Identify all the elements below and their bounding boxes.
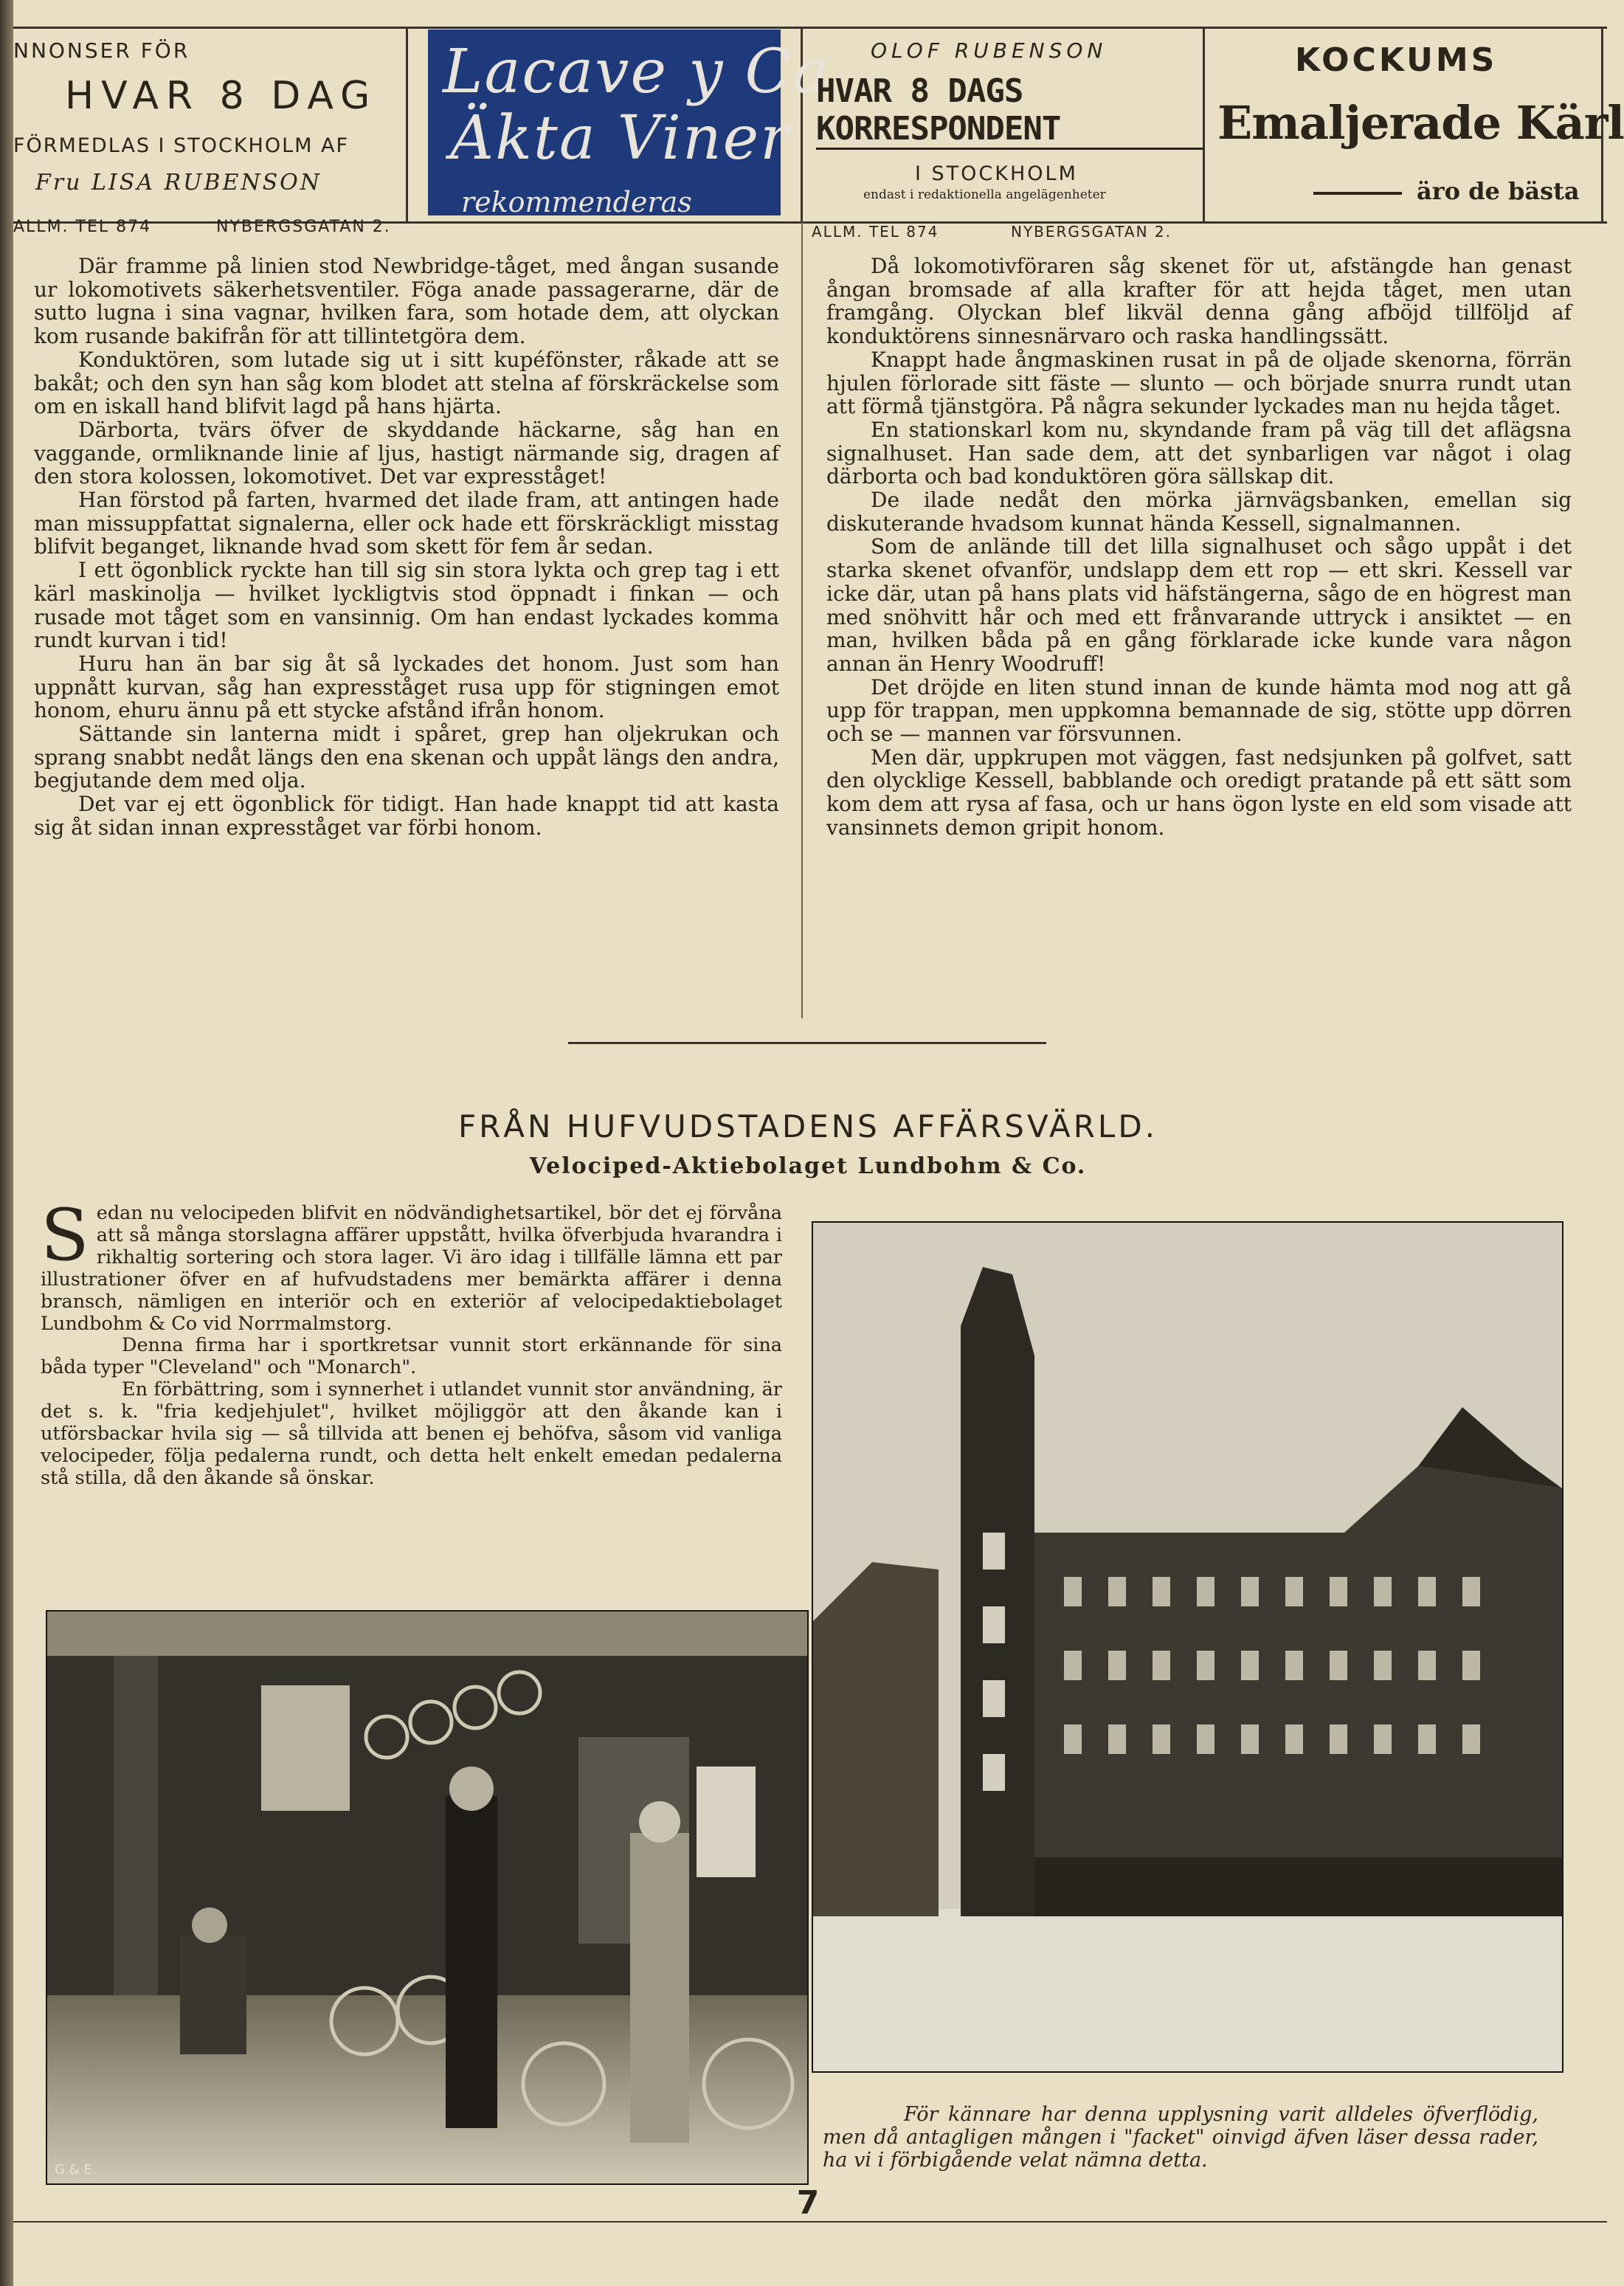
ad-lacave-brand: Lacave y Ca: [443, 37, 831, 107]
ad-kockums-tagline: äro de bästa: [1417, 177, 1580, 205]
article-body: [41, 1194, 782, 1490]
story-paragraph: Då lokomotivföraren såg skenet för ut, afstängde han genast ångan bromsade af alla krafter för att hejda tåget, men utan framgång. Olyckan blef likväl denna gång afböjd tillföljd af konduktörens sinnesnärvaro och raska handlingssätt.: [826, 254, 1572, 349]
article-title: FRÅN HUFVUDSTADENS AFFÄRSVÄRLD.: [457, 1108, 1158, 1144]
story-paragraph: Där framme på linien stod Newbridge-tåget, med ångan susande ur lokomotivets säkerhetsventiler. Föga anade passagerarne, där de sutto lugna i sina vagnar, hvilken fara, som hotade dem, att olyckan kom rusande bakifrån för att tillintetgöra dem.: [34, 254, 779, 349]
ad-kockums: [1217, 30, 1624, 221]
ad-korrespondent-address: NYBERGSGATAN 2.: [1011, 223, 1172, 241]
story-paragraph: Det dröjde en liten stund innan de kunde hämta mod nog att gå upp för trappan, men uppkomna bemannade de sig, stötte upp dörren och se — mannen var försvunnen.: [826, 674, 1572, 747]
photo-caption-text: För kännare har denna upplysning varit alldeles öfverflödig, men då antagligen mången i "facket" oinvigd äfven läser dessa rader, ha vi i förbigående velat nämna detta.: [823, 2103, 1538, 2172]
ad-lacave-tagline: rekommenderas: [461, 186, 692, 218]
story-paragraph: Sättande sin lanterna midt i spåret, grep han oljekrukan och sprang snabbt nedåt längs den ena skenan och uppåt längs den andra, begjutande dem med olja.: [34, 722, 779, 793]
photo-shop-interior-image: [47, 1612, 807, 2183]
section-separator: [568, 1042, 1046, 1044]
story-paragraph: Därborta, tvärs öfver de skyddande häckarne, såg han en vaggande, ormliknande linie af ljus, hastigt närmande sig, dragen af den stora kolossen, lokomotivet. Det var expresståget!: [34, 417, 779, 489]
photo-caption: [823, 2103, 1538, 2172]
ad-lacave-product: Äkta Viner: [450, 103, 791, 173]
ad-annonser-headline: HVAR 8 DAG: [65, 74, 378, 118]
ad-annonser-line3: FÖRMEDLAS I STOCKHOLM AF: [13, 134, 350, 157]
story-paragraph: De ilade nedåt den mörka järnvägsbanken, emellan sig diskuterande hvadsom kunnat hända Kessell, signalmannen.: [826, 488, 1572, 536]
ad-annonser: [13, 30, 404, 236]
article-paragraph-text: edan nu velocipeden blifvit en nödvändighetsartikel, bör det ej förvåna att så många storslagna affärer uppstått, hvilka öfverbjuda hvarandra i rikhaltig sortering och stora lager. Vi äro idag i tillfälle lämna ett par illustrationer öfver en af hufvudstadens mer bemärkta affärer i denna bransch, nämligen en interiör och en exteriör af velocipedaktiebolaget Lundbohm & Co vid Norrmalmstorg.: [41, 1202, 782, 1335]
ad-kockums-product: Emaljerade Kärl: [1217, 96, 1624, 150]
ad-annonser-line1: NNONSER FÖR: [13, 38, 190, 63]
ad-korrespondent: [812, 30, 1203, 241]
ad-annonser-address: NYBERGSGATAN 2.: [216, 218, 391, 236]
story-column-right: [826, 255, 1572, 840]
story-paragraph: Konduktören, som lutade sig ut i sitt kupéfönster, råkade att se bakåt; och den syn han såg kom blodet att stelna af förskräckelse som om en iskall hand blifvit lagd på hans hjärta.: [34, 347, 779, 419]
article-subtitle: Velociped-Aktiebolaget Lundbohm & Co.: [529, 1153, 1087, 1179]
story-paragraph: Som de anlände till det lilla signalhuset och sågo uppåt i det starka skenet ofvanför, undslapp dem ett rop — ett skri. Kessell var icke där, utan på hans plats vid häfstängerna, sågo de en högrest man med snöhvitt hår och med ett frånvarande uttryck i ansiktet — en man, hvilken båda på en gång förklarade icke kunde vara någon annan än Henry Woodruff!: [826, 534, 1572, 676]
story-paragraph: Det var ej ett ögonblick för tidigt. Han hade knappt tid att kasta sig åt sidan innan expresståget var förbi honom.: [34, 792, 779, 840]
ad-korrespondent-headline: HVAR 8 DAGS KORRESPONDENT: [816, 72, 1203, 150]
story-paragraph: En stationskarl kom nu, skyndande fram på väg till det aflägsna signalhuset. Han sade dem, att det synbarligen var något i olag därborta och bad konduktören göra sällskap dit.: [826, 417, 1572, 489]
story-paragraph: Huru han än bar sig åt så lyckades det honom. Just som han uppnått kurvan, såg han expresståget rusa upp för stigningen emot honom, ehuru ännu på ett stycke afstånd ifrån honom.: [34, 651, 779, 723]
page-number: 7: [796, 2184, 820, 2222]
ad-kockums-brand: KOCKUMS: [1295, 41, 1498, 79]
ad-annonser-phone: ALLM. TEL 874: [13, 218, 152, 236]
drop-cap: S: [41, 1194, 89, 1277]
article-paragraph: Denna firma har i sportkretsar vunnit stort erkännande för sina båda typer "Cleveland" och "Monarch".: [41, 1334, 782, 1379]
ad-lacave-viner: [428, 30, 831, 218]
story-paragraph: I ett ögonblick ryckte han till sig sin stora lykta och grep tag i ett kärl maskinolja — hvilket lyckligtvis stod öppnadt i finkan — och rusade mot tåget som en vansinnig. Om han endast lyckades komma rundt kurvan i tid!: [34, 558, 779, 653]
photo-building-exterior: [812, 1221, 1563, 2073]
header-top-rule: [13, 27, 1607, 29]
photo-credit: G & E.: [55, 2162, 97, 2178]
story-paragraph: Knappt hade ångmaskinen rusat in på de oljade skenorna, förrän hjulen förlorade sitt fäste — slunto — och började snurra rundt utan att förmå tjänstgöra. På några sekunder lyckades man nu hejda tåget.: [826, 347, 1572, 419]
header-divider-3: [1203, 27, 1205, 224]
story-column-left: [34, 255, 779, 840]
photo-building-exterior-image: [813, 1223, 1562, 2071]
photo-shop-interior: [46, 1610, 809, 2185]
story-paragraph: Han förstod på farten, hvarmed det ilade fram, att antingen hade man missuppfattat signalerna, eller ock hade ett förskräckligt misstag blifvit beganget, liknande hvad som skett för fem år sedan.: [34, 488, 779, 559]
header-divider-1: [406, 27, 408, 224]
article-paragraph: En förbättring, som i synnerhet i utlandet vunnit stor användning, är det s. k. "fria kedjehjulet", hvilket möjliggör att den åkande kan i utförsbackar hvila sig — så tillvida att benen ej behöfva, såsom vid vanliga velocipeder, följa pedalerna rundt, och detta helt enkelt emedan pedalerna stå stilla, då den åkande så önskar.: [41, 1378, 782, 1489]
story-paragraph: Men där, uppkrupen mot väggen, fast nedsjunken på golfvet, satt den olycklige Kessell, babblande och oredigt pratande på ett sätt som kom dem att rysa af fasa, och ur hans ögon lyste en eld som visade att vansinnets demon gripit honom.: [826, 745, 1572, 840]
ad-korrespondent-city: I STOCKHOLM: [915, 162, 1078, 185]
ad-korrespondent-note: endast i redaktionella angelägenheter: [863, 187, 1106, 202]
ad-korrespondent-phone: ALLM. TEL 874: [812, 223, 939, 241]
ad-korrespondent-name: OLOF RUBENSON: [871, 38, 1108, 63]
ad-kockums-dash: [1313, 192, 1402, 195]
column-divider: [801, 221, 803, 1018]
article-paragraph-first: [41, 1194, 782, 1335]
ad-annonser-name: Fru LISA RUBENSON: [35, 170, 322, 196]
